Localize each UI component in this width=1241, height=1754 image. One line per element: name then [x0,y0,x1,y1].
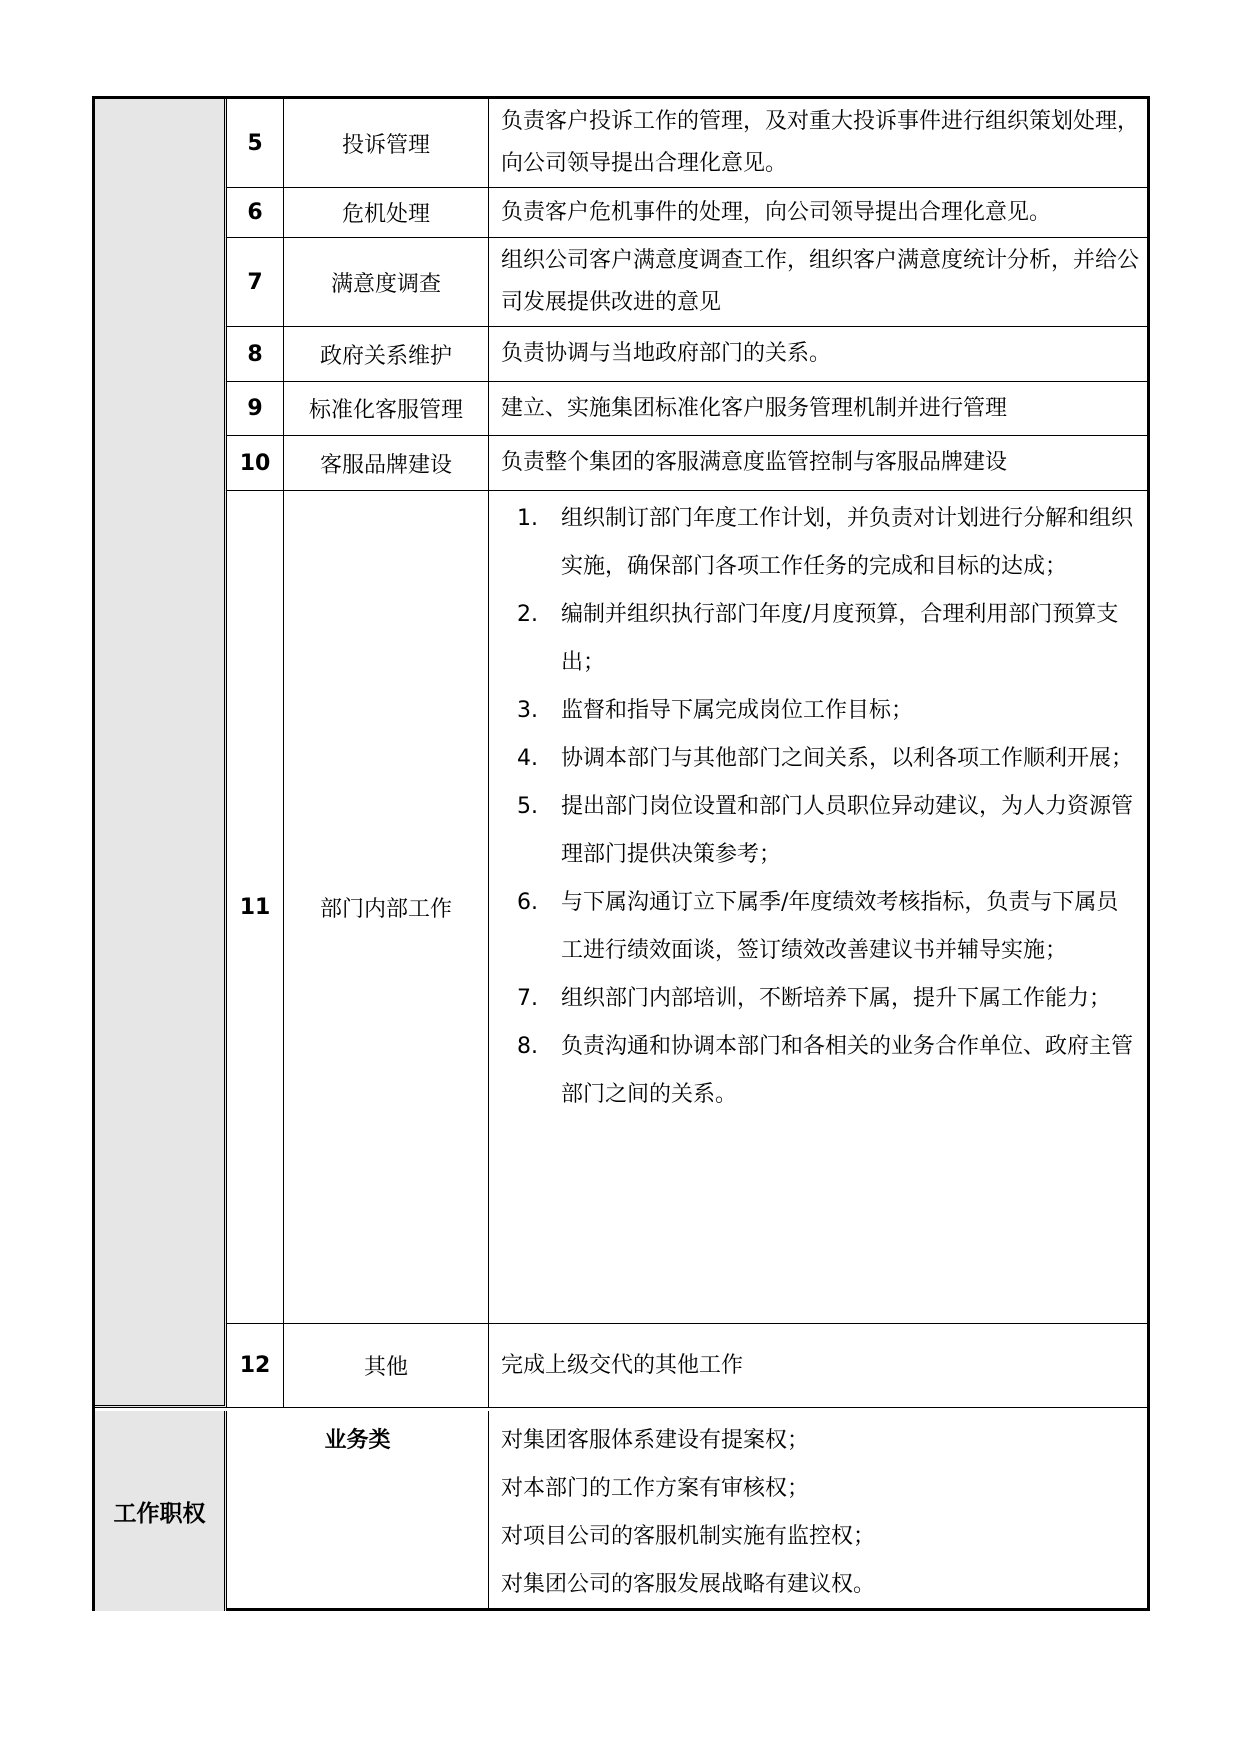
duty-number: 9 [227,382,284,435]
duty-description: 建立、实施集团标准化客户服务管理机制并进行管理 [501,395,1008,421]
list-item-text: 组织部门内部培训，不断培养下属，提升下属工作能力； [561,986,1112,1011]
table-row [227,238,1147,327]
duty-name: 政府关系维护 [284,327,489,381]
duty-name: 客服品牌建设 [284,436,489,490]
list-item-number: 8. [517,1034,538,1059]
list-item-number: 7. [517,986,538,1011]
list-item-number: 2. [517,602,538,627]
duty-number: 12 [227,1324,284,1407]
list-item-number: 1. [517,506,538,531]
authority-right: 对项目公司的客服机制实施有监控权； [501,1524,876,1549]
list-item [517,687,1139,735]
list-item-number: 4. [517,746,538,771]
list-item [517,783,1139,879]
duty-number: 7 [227,238,284,326]
authority-right: 对本部门的工作方案有审核权； [501,1476,810,1501]
duty-name: 投诉管理 [284,99,489,187]
duty-description: 组织公司客户满意度调查工作，组织客户满意度统计分析，并给公司发展提供改进的意见 [501,248,1140,315]
list-item-text: 编制并组织执行部门年度/月度预算，合理利用部门预算支出； [561,602,1119,675]
duty-description: 完成上级交代的其他工作 [501,1352,744,1378]
table-content [227,99,1147,1608]
duty-number: 5 [227,99,284,187]
duty-name: 标准化客服管理 [284,382,489,435]
duty-description: 负责客户投诉工作的管理，及对重大投诉事件进行组织策划处理，向公司领导提出合理化意见。 [501,109,1140,176]
list-item-text: 组织制订部门年度工作计划，并负责对计划进行分解和组织实施，确保部门各项工作任务的完成和目标的达成； [561,506,1134,579]
duty-number: 11 [227,491,284,1323]
table-row [227,491,1147,1324]
list-item [517,735,1139,783]
table-row [227,188,1147,238]
list-item-number: 6. [517,890,538,915]
duty-number: 10 [227,436,284,490]
duty-name: 部门内部工作 [284,491,489,1323]
duty-task-list [489,491,1147,1323]
duty-description: 负责客户危机事件的处理，向公司领导提出合理化意见。 [501,199,1052,225]
list-item-text: 与下属沟通订立下属季/年度绩效考核指标，负责与下属员工进行绩效面谈，签订绩效改善建议书并辅导实施； [561,890,1119,963]
duty-description: 负责协调与当地政府部门的关系。 [501,341,832,366]
list-item [517,495,1139,591]
list-item [517,591,1139,687]
table-row [227,327,1147,382]
authority-category: 业务类 [227,1411,489,1608]
list-item-text: 负责沟通和协调本部门和各相关的业务合作单位、政府主管部门之间的关系。 [561,1034,1134,1107]
list-item [517,879,1139,975]
authority-label-cell [95,1411,227,1611]
authority-label: 工作职权 [113,1500,206,1527]
duty-name: 其他 [284,1324,489,1407]
list-item-text: 提出部门岗位设置和部门人员职位异动建议，为人力资源管理部门提供决策参考； [561,794,1134,867]
authority-row [227,1411,1147,1608]
authority-right: 对集团客服体系建设有提案权； [501,1428,810,1453]
duty-table [92,96,1150,1611]
section-label-cell [95,99,227,1408]
list-item-text: 监督和指导下属完成岗位工作目标； [561,698,914,723]
duty-number: 8 [227,327,284,381]
table-row [227,436,1147,491]
list-item [517,975,1139,1023]
duty-name: 满意度调查 [284,238,489,326]
table-row [227,382,1147,436]
duty-name: 危机处理 [284,188,489,237]
duty-description: 负责整个集团的客服满意度监管控制与客服品牌建设 [501,450,1008,475]
table-row [227,1324,1147,1408]
list-item-number: 3. [517,698,538,723]
list-item-text: 协调本部门与其他部门之间关系，以利各项工作顺利开展； [561,746,1134,771]
list-item-number: 5. [517,794,538,819]
authority-right: 对集团公司的客服发展战略有建议权。 [501,1572,876,1597]
authority-rights-list [489,1411,1147,1608]
table-row [227,99,1147,188]
duty-number: 6 [227,188,284,237]
list-item [517,1023,1139,1119]
